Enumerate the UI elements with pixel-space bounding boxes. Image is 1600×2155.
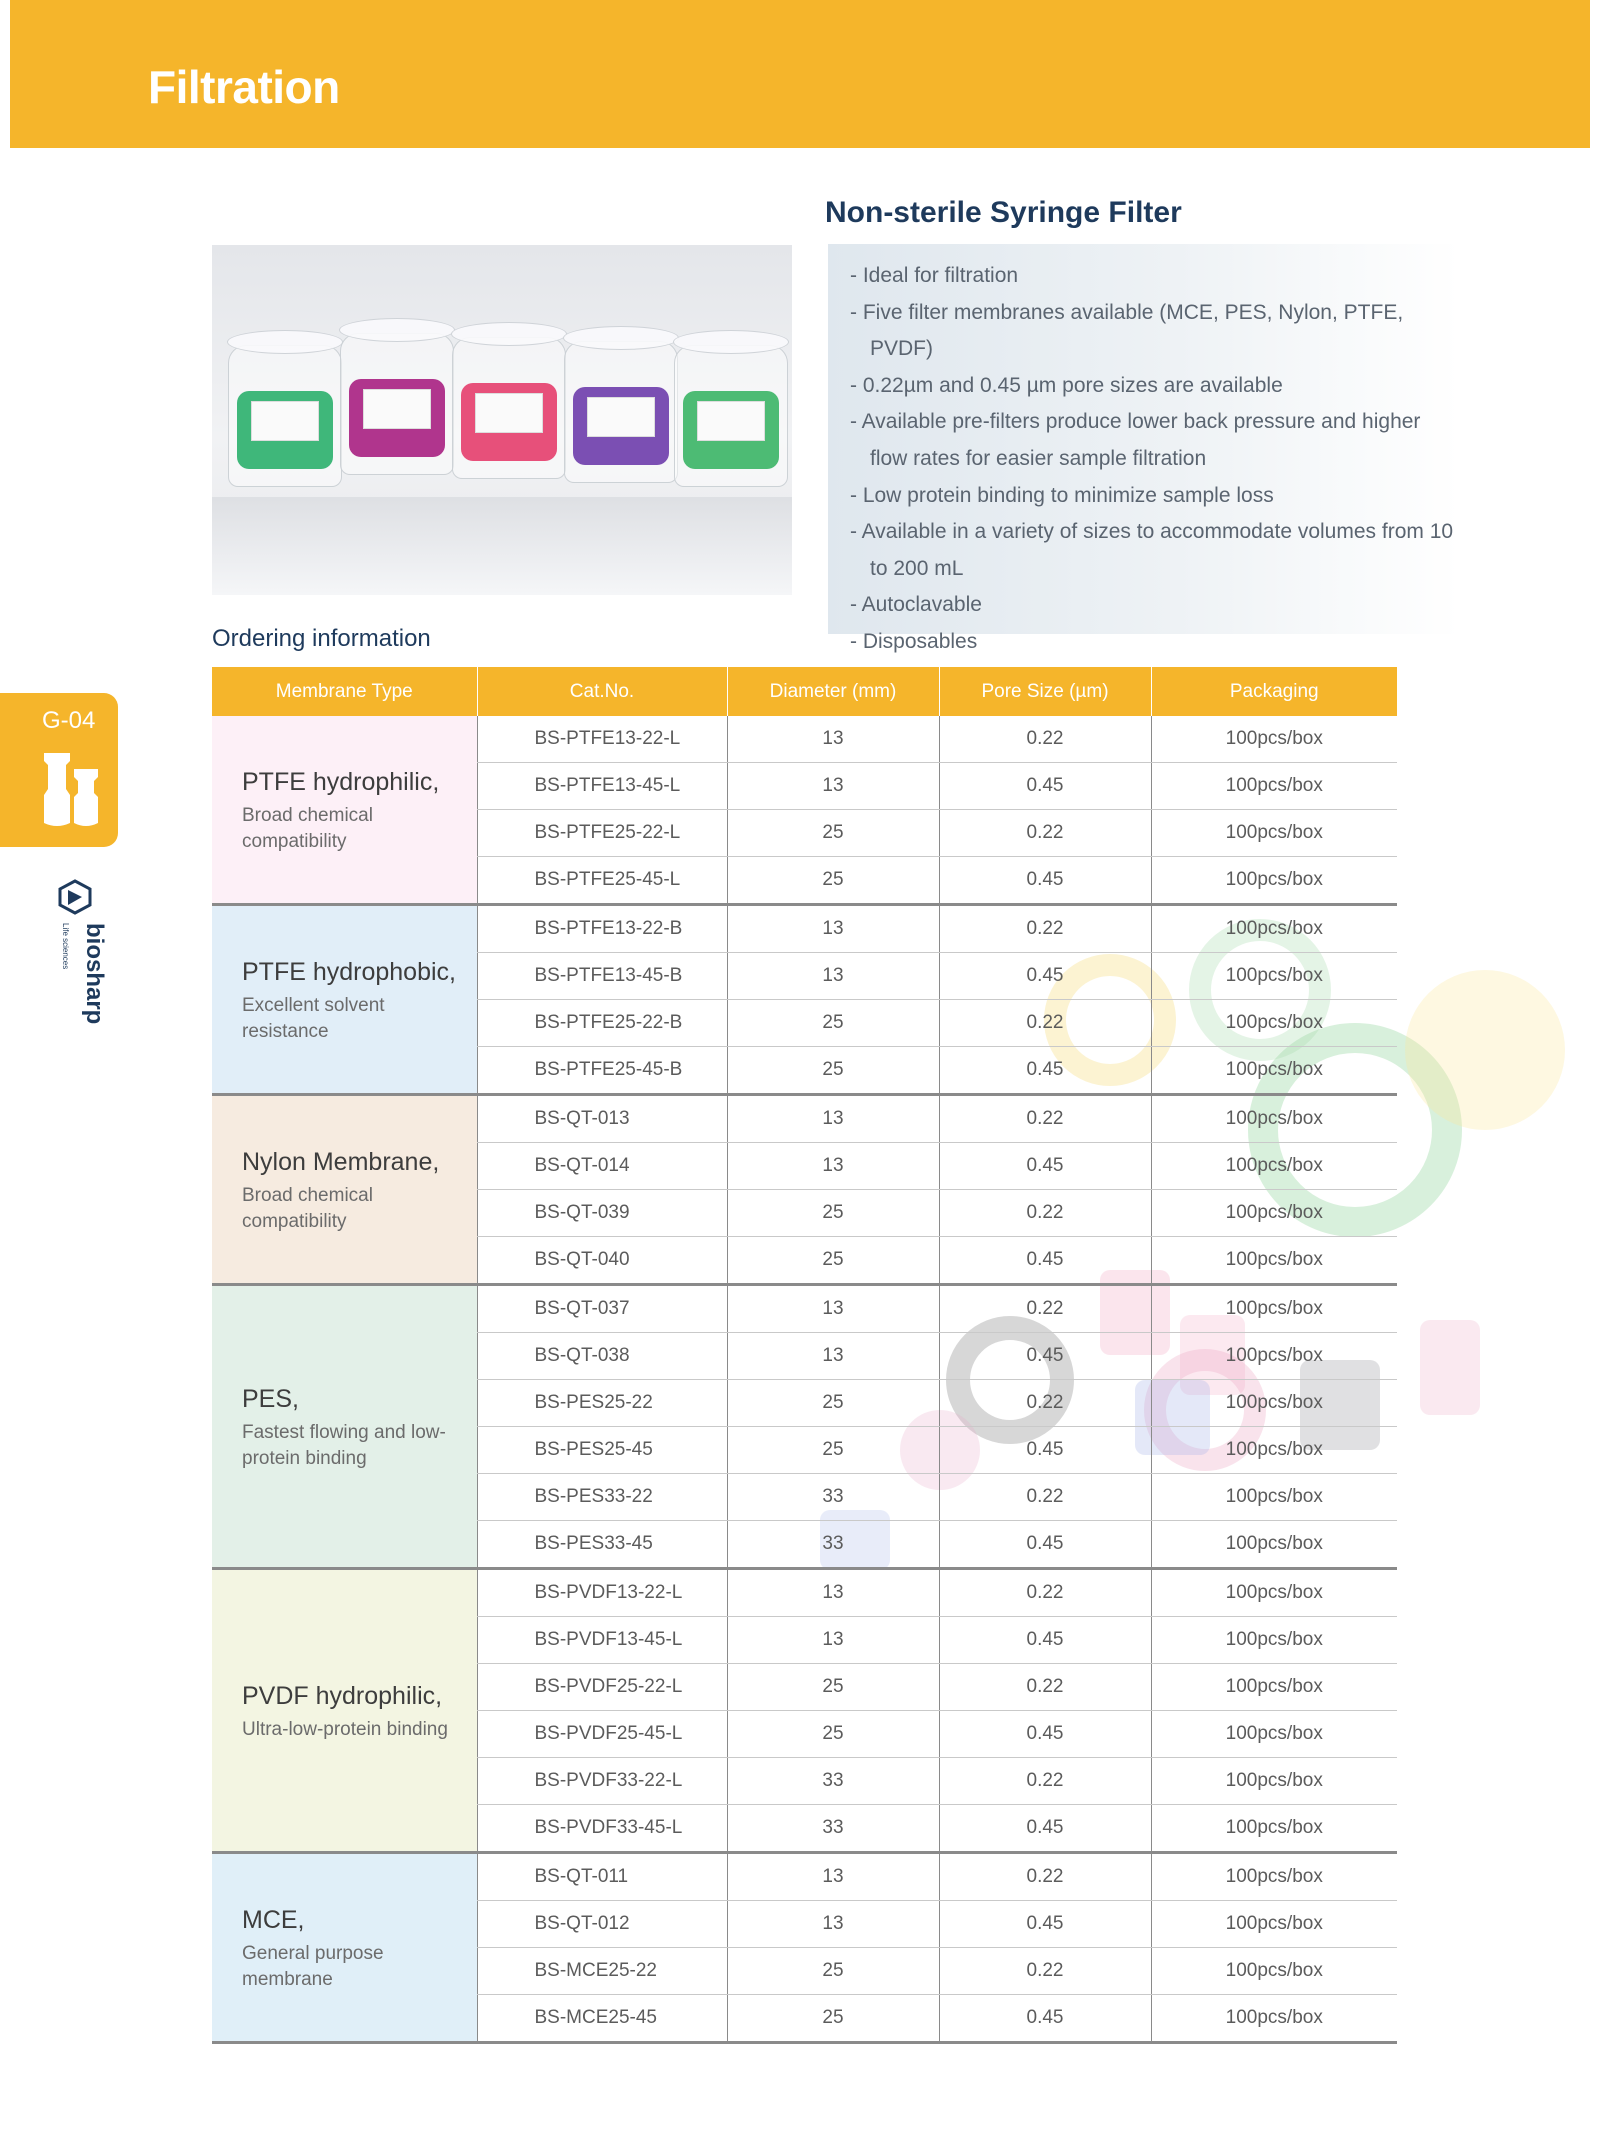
brand-logo [55,878,108,1048]
pore-size-cell: 0.22 [939,1664,1151,1711]
column-header: Diameter (mm) [727,667,939,716]
feature-item: - Disposables [850,624,1460,661]
packaging-cell: 100pcs/box [1151,1427,1397,1474]
cat-no-cell: BS-PTFE25-45-L [477,857,727,905]
packaging-cell: 100pcs/box [1151,1664,1397,1711]
packaging-cell: 100pcs/box [1151,1617,1397,1664]
packaging-cell: 100pcs/box [1151,1380,1397,1427]
packaging-cell: 100pcs/box [1151,1190,1397,1237]
brand-tagline: Life sciences [61,923,70,970]
cat-no-cell: BS-PTFE25-22-L [477,810,727,857]
cat-no-cell: BS-PTFE25-22-B [477,1000,727,1047]
ordering-table-body [212,716,1397,2043]
diameter-cell: 13 [727,1095,939,1143]
pore-size-cell: 0.22 [939,1285,1151,1333]
membrane-type-name: PES, [242,1384,299,1413]
diameter-cell: 13 [727,1333,939,1380]
packaging-cell: 100pcs/box [1151,1143,1397,1190]
membrane-type-name: PVDF hydrophilic, [242,1681,443,1710]
pore-size-cell: 0.22 [939,1758,1151,1805]
pore-size-cell: 0.45 [939,1143,1151,1190]
feature-item: - Available pre-filters produce lower back pressure and higher flow rates for easier sample filtration [850,404,1460,477]
packaging-cell: 100pcs/box [1151,1995,1397,2043]
jar-green-light [674,345,788,487]
packaging-cell: 100pcs/box [1151,1853,1397,1901]
packaging-cell: 100pcs/box [1151,810,1397,857]
diameter-cell: 25 [727,1995,939,2043]
pore-size-cell: 0.22 [939,1853,1151,1901]
cat-no-cell: BS-PES33-45 [477,1521,727,1569]
diameter-cell: 13 [727,1285,939,1333]
cat-no-cell: BS-PTFE13-45-L [477,763,727,810]
section-tab [0,693,118,847]
diameter-cell: 25 [727,1948,939,1995]
pore-size-cell: 0.22 [939,905,1151,953]
pore-size-cell: 0.45 [939,1995,1151,2043]
pore-size-cell: 0.45 [939,1333,1151,1380]
packaging-cell: 100pcs/box [1151,1758,1397,1805]
membrane-type-name: MCE, [242,1905,305,1934]
cat-no-cell: BS-PES25-45 [477,1427,727,1474]
cat-no-cell: BS-QT-014 [477,1143,727,1190]
membrane-type-desc: Excellent solvent resistance [242,994,385,1042]
pore-size-cell: 0.22 [939,1095,1151,1143]
table-row [212,905,1397,953]
pore-size-cell: 0.45 [939,1901,1151,1948]
page-title: Filtration [148,61,340,113]
packaging-cell: 100pcs/box [1151,1569,1397,1617]
table-header-row [212,667,1397,716]
pore-size-cell: 0.45 [939,1711,1151,1758]
packaging-cell: 100pcs/box [1151,1948,1397,1995]
jar-green [228,345,342,487]
diameter-cell: 25 [727,1190,939,1237]
diameter-cell: 25 [727,810,939,857]
table-row [212,716,1397,763]
diameter-cell: 13 [727,1143,939,1190]
packaging-cell: 100pcs/box [1151,1474,1397,1521]
membrane-type-name: PTFE hydrophilic, [242,767,440,796]
cat-no-cell: BS-PTFE13-45-B [477,953,727,1000]
feature-item: - Low protein binding to minimize sample loss [850,478,1460,515]
packaging-cell: 100pcs/box [1151,1901,1397,1948]
feature-item: - Five filter membranes available (MCE, PES, Nylon, PTFE, PVDF) [850,295,1460,368]
diameter-cell: 25 [727,1000,939,1047]
cat-no-cell: BS-MCE25-45 [477,1995,727,2043]
pore-size-cell: 0.45 [939,1521,1151,1569]
pore-size-cell: 0.22 [939,1380,1151,1427]
packaging-cell: 100pcs/box [1151,857,1397,905]
pore-size-cell: 0.45 [939,953,1151,1000]
cat-no-cell: BS-PVDF33-45-L [477,1805,727,1853]
diameter-cell: 33 [727,1758,939,1805]
packaging-cell: 100pcs/box [1151,763,1397,810]
diameter-cell: 13 [727,1901,939,1948]
pore-size-cell: 0.22 [939,1190,1151,1237]
membrane-type-cell [212,1853,477,2043]
membrane-type-desc: Ultra-low-protein binding [242,1718,448,1740]
cat-no-cell: BS-PES33-22 [477,1474,727,1521]
pore-size-cell: 0.45 [939,1427,1151,1474]
cat-no-cell: BS-QT-039 [477,1190,727,1237]
membrane-type-cell [212,1569,477,1853]
column-header: Pore Size (µm) [939,667,1151,716]
cat-no-cell: BS-QT-011 [477,1853,727,1901]
packaging-cell: 100pcs/box [1151,1805,1397,1853]
diameter-cell: 13 [727,716,939,763]
syringe-filter-icon [40,749,102,829]
cat-no-cell: BS-MCE25-22 [477,1948,727,1995]
packaging-cell: 100pcs/box [1151,1711,1397,1758]
cat-no-cell: BS-PES25-22 [477,1380,727,1427]
diameter-cell: 25 [727,1664,939,1711]
cat-no-cell: BS-PTFE25-45-B [477,1047,727,1095]
membrane-type-name: Nylon Membrane, [242,1147,440,1176]
cat-no-cell: BS-QT-038 [477,1333,727,1380]
photo-reflection [212,497,792,595]
packaging-cell: 100pcs/box [1151,1521,1397,1569]
product-title: Non-sterile Syringe Filter [825,196,1182,229]
pore-size-cell: 0.22 [939,1474,1151,1521]
brand-name: biosharp [81,923,108,1025]
diameter-cell: 25 [727,1711,939,1758]
membrane-type-desc: Fastest flowing and low-protein binding [242,1421,446,1469]
diameter-cell: 25 [727,1380,939,1427]
diameter-cell: 25 [727,1427,939,1474]
membrane-type-desc: Broad chemical compatibility [242,804,373,852]
pore-size-cell: 0.45 [939,1047,1151,1095]
packaging-cell: 100pcs/box [1151,1285,1397,1333]
cat-no-cell: BS-QT-040 [477,1237,727,1285]
feature-item: - Available in a variety of sizes to accommodate volumes from 10 to 200 mL [850,514,1460,587]
cat-no-cell: BS-QT-037 [477,1285,727,1333]
feature-item: - Autoclavable [850,587,1460,624]
product-photo [212,245,792,595]
table-row [212,1095,1397,1143]
diameter-cell: 33 [727,1805,939,1853]
diameter-cell: 33 [727,1474,939,1521]
pore-size-cell: 0.22 [939,1000,1151,1047]
pore-size-cell: 0.22 [939,810,1151,857]
pore-size-cell: 0.45 [939,1617,1151,1664]
cat-no-cell: BS-QT-012 [477,1901,727,1948]
cat-no-cell: BS-PTFE13-22-L [477,716,727,763]
packaging-cell: 100pcs/box [1151,905,1397,953]
pore-size-cell: 0.22 [939,716,1151,763]
cat-no-cell: BS-PVDF13-22-L [477,1569,727,1617]
diameter-cell: 13 [727,763,939,810]
diameter-cell: 33 [727,1521,939,1569]
membrane-type-name: PTFE hydrophobic, [242,957,456,986]
packaging-cell: 100pcs/box [1151,1333,1397,1380]
diameter-cell: 25 [727,1237,939,1285]
features-box [828,244,1460,653]
membrane-type-cell [212,905,477,1095]
column-header: Packaging [1151,667,1397,716]
diameter-cell: 25 [727,857,939,905]
cat-no-cell: BS-PTFE13-22-B [477,905,727,953]
membrane-type-cell [212,1285,477,1569]
feature-item: - 0.22µm and 0.45 µm pore sizes are available [850,368,1460,405]
pore-size-cell: 0.22 [939,1569,1151,1617]
pore-size-cell: 0.45 [939,763,1151,810]
packaging-cell: 100pcs/box [1151,1095,1397,1143]
packaging-cell: 100pcs/box [1151,1237,1397,1285]
feature-item: - Ideal for filtration [850,258,1460,295]
diameter-cell: 13 [727,1617,939,1664]
membrane-type-cell [212,1095,477,1285]
diameter-cell: 13 [727,905,939,953]
membrane-type-cell [212,716,477,905]
pore-size-cell: 0.45 [939,1805,1151,1853]
pore-size-cell: 0.45 [939,1237,1151,1285]
membrane-type-desc: General purpose membrane [242,1942,384,1990]
jar-purple [564,341,678,483]
packaging-cell: 100pcs/box [1151,1047,1397,1095]
table-row [212,1569,1397,1617]
column-header: Membrane Type [212,667,477,716]
cat-no-cell: BS-PVDF33-22-L [477,1758,727,1805]
cat-no-cell: BS-QT-013 [477,1095,727,1143]
jar-pink [452,337,566,479]
cat-no-cell: BS-PVDF25-22-L [477,1664,727,1711]
table-row [212,1285,1397,1333]
column-header: Cat.No. [477,667,727,716]
section-tab-label: G-04 [42,707,96,734]
cat-no-cell: BS-PVDF13-45-L [477,1617,727,1664]
pore-size-cell: 0.22 [939,1948,1151,1995]
diameter-cell: 13 [727,1853,939,1901]
cat-no-cell: BS-PVDF25-45-L [477,1711,727,1758]
pore-size-cell: 0.45 [939,857,1151,905]
ordering-title: Ordering information [212,625,431,652]
features-list [850,258,1460,661]
packaging-cell: 100pcs/box [1151,953,1397,1000]
table-row [212,1853,1397,1901]
diameter-cell: 13 [727,953,939,1000]
jar-magenta [340,333,454,475]
packaging-cell: 100pcs/box [1151,716,1397,763]
ordering-table [212,667,1397,2044]
diameter-cell: 25 [727,1047,939,1095]
packaging-cell: 100pcs/box [1151,1000,1397,1047]
diameter-cell: 13 [727,1569,939,1617]
membrane-type-desc: Broad chemical compatibility [242,1184,373,1232]
